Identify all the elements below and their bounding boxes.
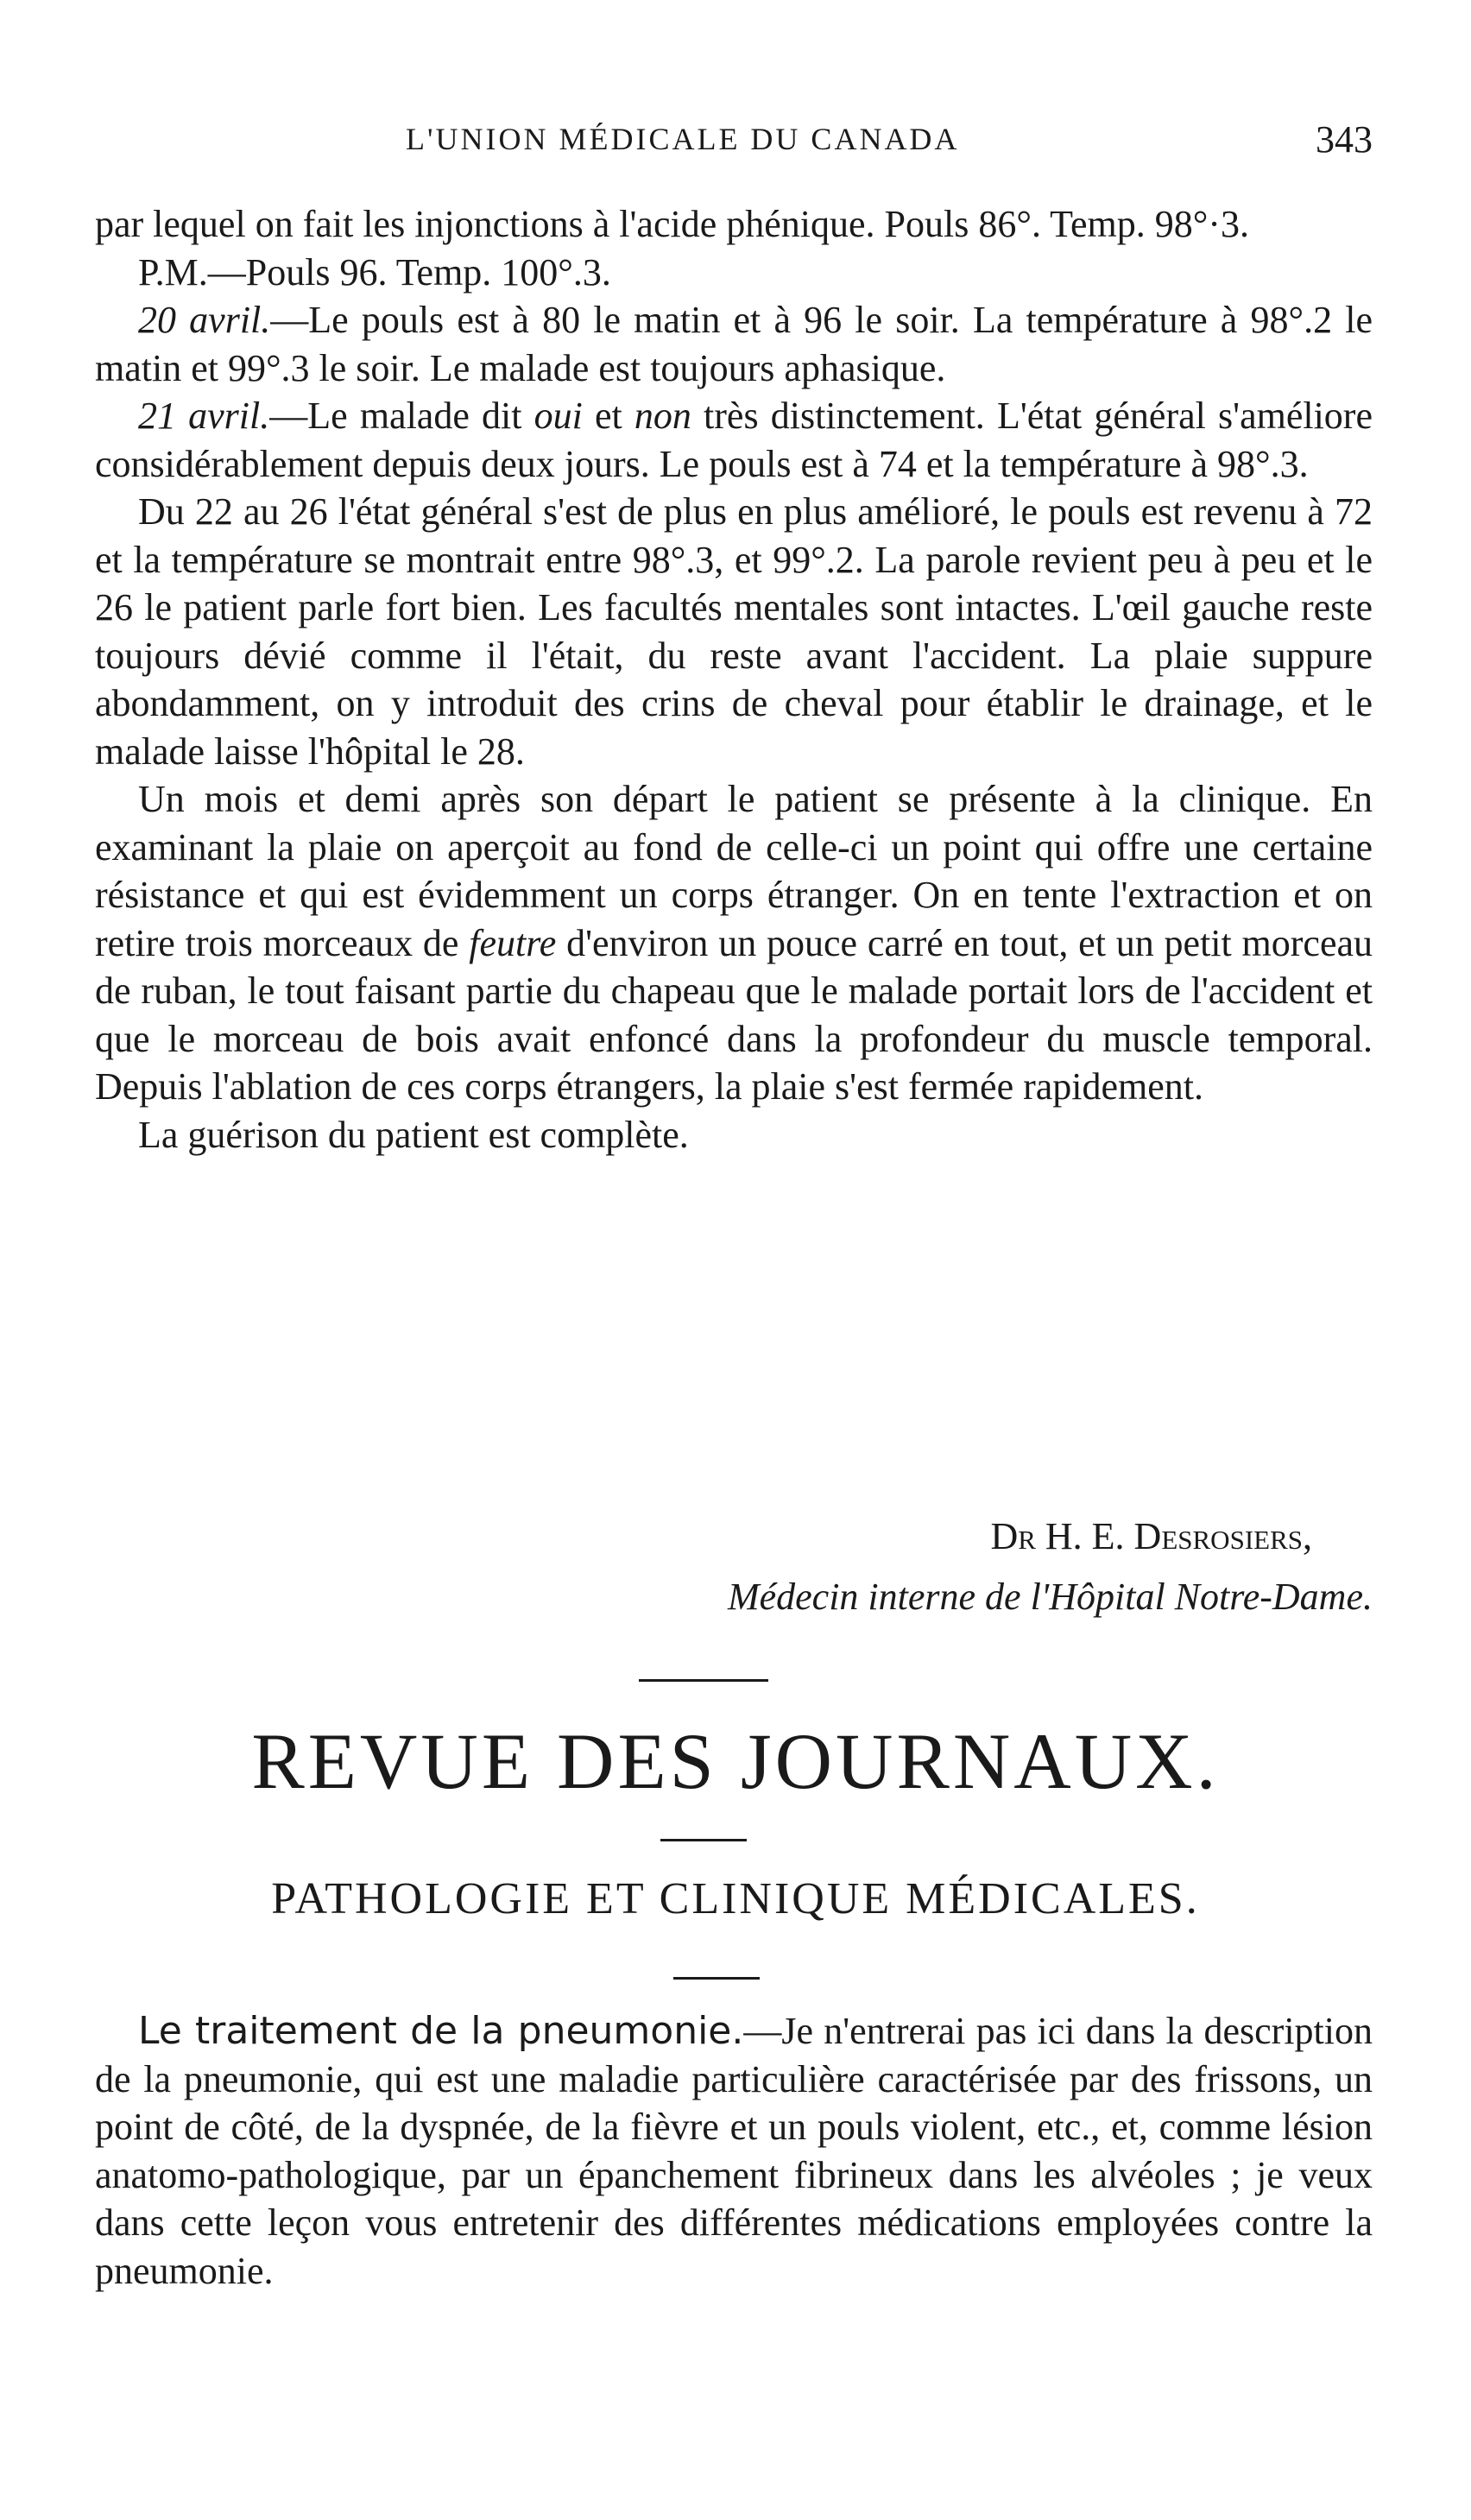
april-21-text-b: et — [582, 395, 634, 437]
signature-block — [95, 1506, 1373, 1627]
paragraph-pm: P.M.—Pouls 96. Temp. 100°.3. — [138, 250, 611, 294]
page-number: 343 — [1316, 118, 1373, 161]
case-report-text — [95, 200, 1373, 1159]
running-title: L'UNION MÉDICALE DU CANADA — [406, 122, 960, 156]
paragraph-continuation: par lequel on fait les injonctions à l'acide phénique. Pouls 86°. Temp. 98°·3. — [95, 203, 1249, 245]
author-title: Médecin interne de l'Hôpital Notre-Dame. — [727, 1576, 1373, 1618]
article-title: Le traitement de la pneumonie. — [138, 2009, 744, 2053]
paragraph-recovery: La guérison du patient est complète. — [138, 1113, 689, 1156]
article-text: —Je n'entrerai pas ici dans la description de la pneumonie, qui est une maladie particulière caractérisée par des frissons, un point de côté, de la dyspnée, de la fièvre et un pouls violent, etc., et, comme lésion anatomo-pathologique, par un épanchement fibrineux dans les alvéoles ; je veux dans cette leçon vous entretenir des différentes médications employées contre la pneumonie. — [95, 2010, 1373, 2292]
paragraph-april-21 — [95, 392, 1373, 488]
author-name — [95, 1506, 1373, 1567]
divider-rule-bottom — [673, 1977, 760, 1980]
april-21-text-c: très distinctement. L'état général s'améliore considérablement depuis deux jours. Le pouls est à 74 et la température à 98°.3. — [95, 395, 1373, 485]
word-non: non — [634, 395, 691, 437]
word-feutre: feutre — [469, 921, 557, 964]
date-april-20: 20 avril. — [138, 299, 271, 341]
april-20-text: —Le pouls est à 80 le matin et à 96 le soir. La température à 98°.2 le matin et 99°.3 le soir. Le malade est toujours aphasique. — [95, 299, 1373, 389]
section-title: REVUE DES JOURNAUX. — [251, 1717, 1220, 1805]
date-april-21: 21 avril. — [138, 395, 270, 437]
word-oui: oui — [533, 395, 583, 437]
divider-rule-middle — [660, 1839, 747, 1841]
april-21-text-a: —Le malade dit — [269, 395, 534, 437]
running-head — [95, 118, 1373, 173]
paragraph-clinic-visit — [95, 775, 1373, 1111]
author-name-text: Dr H. E. Desrosiers, — [990, 1515, 1312, 1557]
clinic-text-b: d'environ un pouce carré en tout, et un petit morceau de ruban, le tout faisant partie du chapeau que le malade portait lors de l'accident et que le morceau de bois avait enfoncé dans la profondeur du muscle temporal. Depuis l'ablation de ces corps étrangers, la plaie s'est fermée rapidement. — [95, 921, 1373, 1108]
divider-rule-top — [639, 1679, 768, 1682]
article-paragraph — [95, 2007, 1373, 2295]
clinic-text-a: Un mois et demi après son départ le patient se présente à la clinique. En examinant la plaie on aperçoit au fond de celle-ci un point qui offre une certaine résistance et qui est évidemment un corps étranger. On en tente l'extraction et on retire trois morceaux de — [95, 778, 1373, 964]
paragraph-22-26: Du 22 au 26 l'état général s'est de plus en plus amélioré, le pouls est revenu à 72 et la température se montrait entre 98°.3, et 99°.2. La parole revient peu à peu et le 26 le patient parle fort bien. Les facultés mentales sont intactes. L'œil gauche reste toujours dévié comme il l'était, du reste avant l'accident. La plaie suppure abondamment, on y introduit des crins de cheval pour établir le drainage, et le malade laisse l'hôpital le 28. — [95, 490, 1373, 773]
paragraph-april-20 — [95, 296, 1373, 392]
subsection-title: PATHOLOGIE ET CLINIQUE MÉDICALES. — [271, 1874, 1200, 1923]
article-pneumonia — [95, 2007, 1373, 2295]
